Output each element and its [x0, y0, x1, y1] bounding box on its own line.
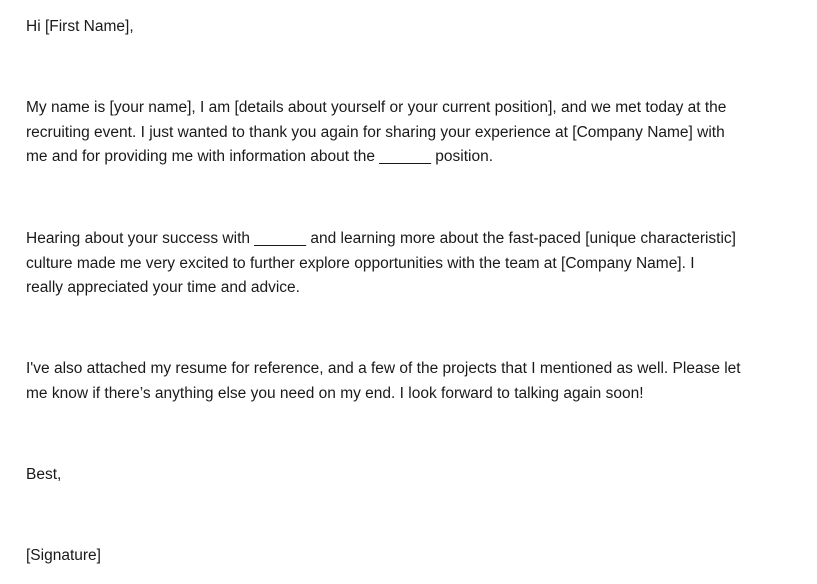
paragraph-appreciation: [26, 227, 796, 301]
paragraph-intro-line-1: My name is [your name], I am [details about yourself or your current position], and we met today at the: [26, 99, 727, 116]
paragraph-appreciation-line-1: Hearing about your success with ______ and learning more about the fast-paced [unique characteristic]: [26, 230, 736, 247]
closing-line: Best,: [26, 466, 62, 483]
paragraph-appreciation-line-2: culture made me very excited to further explore opportunities with the team at [Company Name]. I: [26, 254, 695, 272]
paragraph-intro: [26, 96, 796, 170]
signature-placeholder: [Signature]: [26, 547, 101, 564]
paragraph-appreciation-line-3: really appreciated your time and advice.: [26, 279, 300, 296]
paragraph-attachments-line-2: me know if there’s anything else you need on my end. I look forward to talking again soon!: [26, 384, 644, 402]
paragraph-attachments-line-1: I've also attached my resume for reference, and a few of the projects that I mentioned as well. Please let: [26, 360, 741, 377]
greeting-line: Hi [First Name],: [26, 18, 134, 35]
paragraph-intro-line-2: recruiting event. I just wanted to thank you again for sharing your experience at [Company Name] with: [26, 123, 725, 141]
paragraph-intro-line-3: me and for providing me with information about the ______ position.: [26, 148, 494, 165]
paragraph-attachments: [26, 357, 796, 406]
